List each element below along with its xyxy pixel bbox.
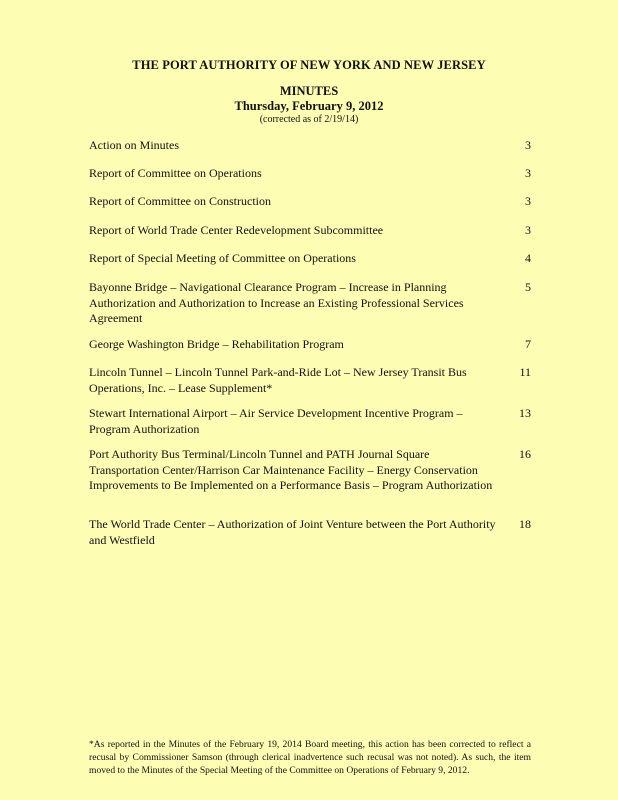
toc-entry (89, 365, 531, 396)
meeting-date: Thursday, February 9, 2012 (234, 99, 384, 113)
organization-title: THE PORT AUTHORITY OF NEW YORK AND NEW JERSEY (132, 58, 486, 72)
toc-entry-text: Report of Special Meeting of Committee on Operations (89, 251, 356, 265)
toc-entry-text: George Washington Bridge – Rehabilitation Program (89, 337, 344, 351)
toc-entry-text: The World Trade Center – Authorization of Joint Venture between the Port Authority and Westfield (89, 517, 496, 547)
toc-entry-page: 3 (525, 223, 531, 237)
toc-entry (89, 517, 531, 548)
toc-entry-page: 13 (519, 406, 531, 420)
toc-entry-text: Report of Committee on Operations (89, 166, 262, 180)
toc-entry-text: Bayonne Bridge – Navigational Clearance Program – Increase in Planning Authorization and Authorization to Increase an Existing Professional Services Agreement (89, 280, 464, 325)
toc-entry-page: 7 (525, 337, 531, 351)
toc-entry (89, 166, 531, 182)
toc-entry (89, 223, 531, 239)
toc-entry (89, 280, 531, 327)
toc-entry (89, 337, 531, 353)
toc-entry (89, 138, 531, 154)
footnote: *As reported in the Minutes of the February 19, 2014 Board meeting, this action has been corrected to reflect a recusal by Commissioner Samson (through clerical inadvertence such recusal was not noted). As such, the item moved to the Minutes of the Special Meeting of the Committee on Operations of February 9, 2012. (89, 739, 531, 776)
toc-entry-page: 18 (519, 517, 531, 531)
toc-entry-text: Report of World Trade Center Redevelopment Subcommittee (89, 223, 384, 237)
toc-entry (89, 406, 531, 437)
toc-entry (89, 194, 531, 210)
toc-entry-page: 3 (525, 194, 531, 208)
toc-entry (89, 251, 531, 267)
toc-entry-text: Stewart International Airport – Air Service Development Incentive Program – Program Authorization (89, 406, 463, 436)
toc-entry-page: 11 (519, 365, 531, 379)
toc-entry-text: Port Authority Bus Terminal/Lincoln Tunnel and PATH Journal Square Transportation Center/Harrison Car Maintenance Facility – Energy Conservation Improvements to Be Implemented on a Performance Basis – Program Authorization (89, 447, 493, 492)
toc-entry-text: Action on Minutes (89, 138, 179, 152)
toc-entry-page: 16 (519, 447, 531, 461)
toc-entry-text: Lincoln Tunnel – Lincoln Tunnel Park-and-Ride Lot – New Jersey Transit Bus Operations, Inc. – Lease Supplement* (89, 365, 467, 395)
correction-note: (corrected as of 2/19/14) (259, 114, 359, 125)
toc-entry (89, 447, 531, 494)
toc-entry-page: 5 (525, 280, 531, 294)
toc-entry-page: 3 (525, 138, 531, 152)
toc-entry-text: Report of Committee on Construction (89, 194, 271, 208)
document-title: MINUTES (279, 84, 339, 98)
toc-entry-page: 3 (525, 166, 531, 180)
toc-entry-page: 4 (525, 251, 531, 265)
